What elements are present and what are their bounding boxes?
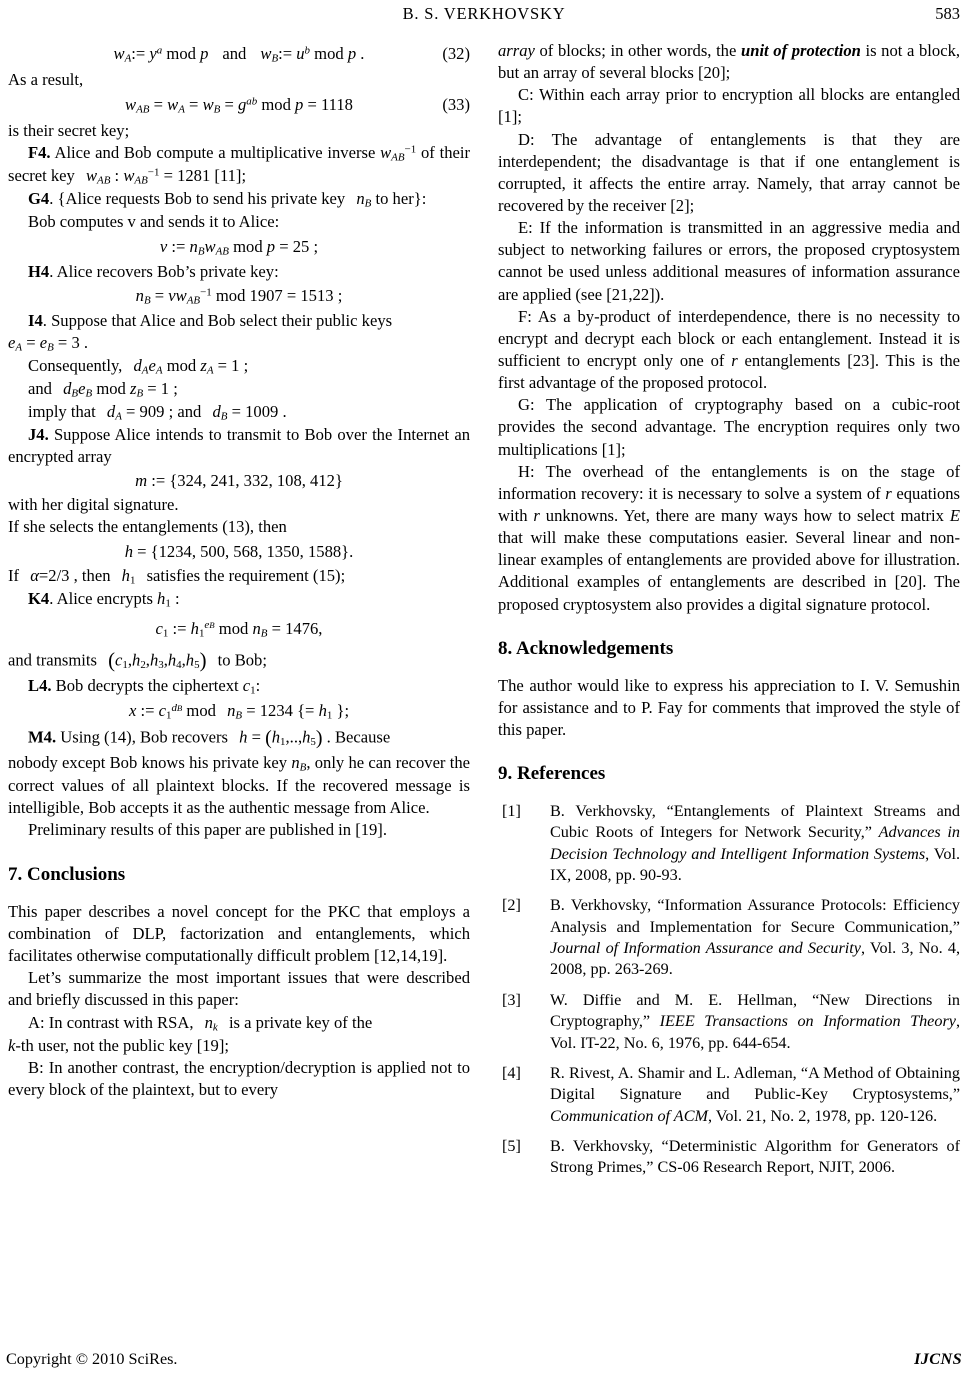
reference-item: [498, 801, 960, 887]
running-head-title: B. S. VERKHOVSKY: [402, 4, 566, 23]
conclusion-item-e: E: If the information is transmitted in an aggressive media and subject to networking failures or errors, the proposed cryptosystem cannot be used unless additional measures of information assurance are applied (see [21,22]).: [498, 218, 960, 304]
reference-source-title: Journal of Information Assurance and Security: [550, 939, 861, 958]
conclusion-item-f: F: As a by-product of interdependence, there is no necessity to encrypt and decrypt each block or each entanglement. Instead it is sufficient to encrypt only one of r entanglements [23]. This is the first advantage of the proposed protocol.: [498, 306, 961, 393]
step-f4-label: F4.: [28, 143, 51, 163]
page-number: 583: [935, 4, 960, 23]
conclusions-paragraph-1: This paper describes a novel concept for the PKC that employs a combination of DLP, factorization and entanglements, which facilitates otherwise computationally difficult problem [12,14,19].: [8, 901, 470, 966]
conclusion-item-d: D: The advantage of entanglements is that they are interdependent; the disadvantage is that if one entanglement is corrupted, it affects the entire array. Namely, that array cannot be recovered by the receiver [2];: [498, 129, 960, 215]
array-h: h = {1234, 500, 568, 1350, 1588}.: [124, 541, 354, 561]
reference-number: [2]: [502, 896, 521, 915]
equation-x: x := $c_1^{dB}$ mod $n_B = 1234$ {= $h_1$ };: [128, 701, 350, 722]
equation-33: [8, 94, 470, 117]
conclusion-item-b-continued: array of blocks; in other words, the unit of protection is not a block, but an array of several blocks [20];: [498, 41, 961, 83]
equation-32-number: (32): [442, 44, 470, 63]
array-m: m := {324, 241, 332, 108, 412}: [135, 471, 343, 491]
if-she-selects-line: If she selects the entanglements (13), then: [8, 517, 287, 537]
reference-text: B. Verkhovsky, “Deterministic Algorithm for Generators of Strong Primes,” CS-06 Research Report, NJIT, 2006.: [550, 1137, 960, 1177]
reference-number: [5]: [502, 1137, 521, 1156]
step-i4-equation: $e_A = e_B = 3$ .: [8, 332, 89, 354]
step-g4: G4. {Alice requests Bob to send his private key $n_B$ to her}:: [28, 189, 427, 210]
journal-abbreviation: IJCNS: [914, 1350, 962, 1368]
step-i4-label: I4: [28, 310, 43, 330]
acknowledgements-text: The author would like to express his appreciation to I. V. Semushin for assistance and to P. Fay for comments that improved the style of this paper.: [498, 676, 960, 740]
conclusion-item-c: C: Within each array prior to encryption all blocks are entangled [1];: [498, 85, 960, 127]
bob-computes-line: Bob computes v and sends it to Alice:: [28, 212, 280, 232]
reference-item: [498, 895, 960, 981]
secret-key-line: is their secret key;: [8, 121, 130, 141]
step-m4: M4. Using (14), Bob recovers $h = (h_1,..,h_5)$ . Because: [28, 727, 391, 750]
step-f4: F4. Alice and Bob compute a multiplicative inverse $w_{AB}^{-1}$ of their secret key $w_{AB}$ : $w_{AB}^{-1} = 1281$ [11];: [8, 143, 470, 187]
reference-list: [498, 801, 960, 1179]
section-heading-acknowledgements: 8. Acknowledgements: [498, 637, 674, 659]
equation-33-body: $w_{AB} = w_A = w_B = g^{ab}$ mod p = 1118: [125, 95, 353, 116]
conclusion-item-a: A: In contrast with RSA, $n_k$ is a private key of the: [28, 1012, 373, 1033]
conclusions-paragraph-2: Let’s summarize the most important issues that were described and briefly discussed in this paper:: [8, 968, 470, 1010]
step-g4-label: G4: [28, 189, 50, 209]
as-a-result-line: As a result,: [8, 70, 84, 90]
step-l4-label: L4.: [28, 676, 52, 696]
reference-item: [498, 990, 960, 1054]
reference-text: W. Diffie and M. E. Hellman, “New Directions in Cryptography,” IEEE Transactions on Information Theory, Vol. IT-22, No. 6, 1976, pp. 644-654.: [550, 990, 960, 1052]
reference-number: [4]: [502, 1063, 521, 1082]
left-column: [8, 40, 470, 1101]
right-column: [498, 40, 960, 1188]
equation-v: v := $n_Bw_{AB}$ mod p = 25 ;: [159, 236, 319, 257]
section-heading-conclusions: 7. Conclusions: [8, 863, 126, 885]
step-h4: H4. Alice recovers Bob’s private key:: [28, 261, 279, 281]
preliminary-results-line: Preliminary results of this paper are published in [19].: [28, 820, 387, 840]
reference-item: [498, 1063, 960, 1127]
copyright-notice: Copyright © 2010 SciRes.: [6, 1350, 178, 1368]
with-signature-line: with her digital signature.: [8, 495, 179, 515]
equation-c1: $c_1$ := $h_1^{eB}$ mod $n_B = 1476$,: [155, 618, 323, 640]
reference-source-title: IEEE Transactions on Information Theory: [659, 1012, 956, 1031]
step-m4-label: M4.: [28, 727, 57, 747]
reference-source-title: Advances in Decision Technology and Intelligent Information Systems: [550, 823, 960, 863]
imply-that-line: imply that $d_A = 909$ ; and $d_B = 1009$ .: [28, 401, 287, 423]
step-m4-continued: nobody except Bob knows his private key $n_B$, only he can recover the correct values of all plaintext blocks. If the recovered message is intelligible, Bob accepts it as the authentic message from Alice.: [8, 753, 470, 818]
equation-nb: $n_B = vw_{AB}^{-1}$ mod 1907 = 1513 ;: [135, 285, 343, 307]
conclusion-item-a-continued: k-th user, not the public key [19];: [8, 1035, 229, 1055]
emphasis-array: array: [498, 41, 535, 60]
and-db-line: and $d_Be_B$ mod $z_B = 1$ ;: [28, 378, 178, 400]
if-alpha-line: If α=2/3 , then $h_1$ satisfies the requirement (15);: [8, 565, 346, 587]
reference-text: R. Rivest, A. Shamir and L. Adleman, “A Method of Obtaining Digital Signature and Public-Key Cryptosystems,” Communication of ACM, Vol. 21, No. 2, 1978, pp. 120-126.: [550, 1063, 960, 1125]
consequently-line: Consequently, $d_Ae_A$ mod $z_A = 1$ ;: [28, 355, 249, 377]
reference-text: B. Verkhovsky, “Entanglements of Plaintext Streams and Cubic Roots of Integers for Network Security,” Advances in Decision Technology and Intelligent Information Systems, Vol. IX, 2008, pp. 90-93.: [550, 801, 961, 884]
reference-number: [3]: [502, 990, 521, 1009]
reference-text: B. Verkhovsky, “Information Assurance Protocols: Efficiency Analysis and Implementation for Secure Communication,” Journal of Information Assurance and Security, Vol. 3, No. 4, 2008, pp. 263-269.: [550, 896, 960, 979]
step-k4: K4. Alice encrypts $h_1$ :: [28, 588, 180, 610]
and-transmits-line: and transmits $(c_1,h_2,h_3,h_4,h_5)$ to Bob;: [8, 649, 267, 672]
reference-item: [498, 1136, 960, 1179]
conclusion-item-g: G: The application of cryptography based on a cubic-root provides the second advantage. The encryption requires only two multiplications [1];: [498, 395, 960, 459]
section-heading-references: 9. References: [498, 763, 606, 785]
emphasis-unit-of-protection: unit of protection: [740, 41, 861, 60]
step-j4: J4. Suppose Alice intends to transmit to Bob over the Internet an encrypted array: [8, 424, 470, 467]
step-j4-label: J4.: [28, 424, 49, 444]
conclusion-item-b: B: In another contrast, the encryption/decryption is applied not to every block of the plaintext, but to every: [8, 1057, 470, 1099]
step-k4-label: K4: [28, 588, 50, 608]
running-head: [0, 4, 968, 26]
reference-source-title: Communication of ACM: [550, 1106, 708, 1125]
page-footer: [0, 1350, 968, 1376]
equation-32: [8, 43, 470, 66]
conclusion-item-h: H: The overhead of the entanglements is on the stage of information recovery: it is necessary to solve a system of r equations with r unknowns. Yet, there are many ways how to select matrix E that will make these computations easier. Several linear and non-linear examples of entanglements are provided above for illustration. Additional examples of entanglements are described in [20]. The proposed cryptosystem also provides a digital signature protocol.: [498, 461, 961, 614]
equation-33-number: (33): [442, 95, 470, 115]
equation-32-body: $w_A:= y^a$ mod p and $w_B:= u^b$ mod p .: [113, 44, 365, 65]
step-i4: I4. Suppose that Alice and Bob select their public keys: [28, 310, 393, 330]
reference-number: [1]: [502, 801, 521, 820]
step-h4-label: H4: [28, 261, 50, 281]
step-l4: L4. Bob decrypts the ciphertext $c_1$:: [28, 676, 261, 697]
